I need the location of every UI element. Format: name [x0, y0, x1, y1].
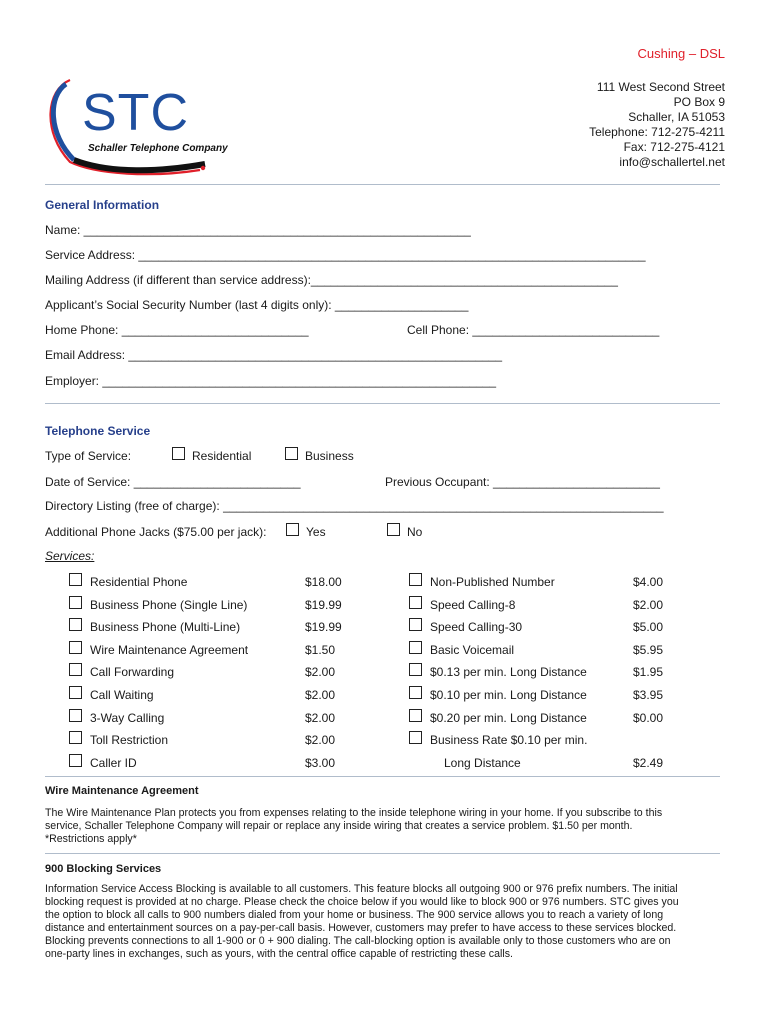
- jacks-no-label: No: [407, 525, 423, 539]
- service-checkbox[interactable]: [409, 709, 422, 722]
- service-name: $0.10 per min. Long Distance: [430, 688, 587, 702]
- residential-checkbox[interactable]: [172, 447, 185, 460]
- service-checkbox[interactable]: [69, 596, 82, 609]
- service-price: $0.00: [633, 711, 664, 725]
- email-link[interactable]: info@schallertel.net: [619, 155, 725, 169]
- company-address: [589, 80, 725, 170]
- service-name: $0.20 per min. Long Distance: [430, 711, 587, 725]
- fax-line: Fax: 712-275-4121: [623, 140, 725, 154]
- service-name: Caller ID: [90, 756, 137, 770]
- employer-field[interactable]: Employer: ___________________________________________________________: [45, 374, 497, 388]
- service-price: $1.95: [633, 665, 664, 679]
- divider: [45, 184, 720, 185]
- service-checkbox[interactable]: [69, 663, 82, 676]
- service-checkbox[interactable]: [69, 709, 82, 722]
- service-price: $2.00: [305, 733, 336, 747]
- service-checkbox[interactable]: [409, 573, 422, 586]
- service-checkbox[interactable]: [409, 641, 422, 654]
- service-name: Basic Voicemail: [430, 643, 515, 657]
- ssn-field[interactable]: Applicant’s Social Security Number (last 4 digits only): ____________________: [45, 298, 469, 312]
- document-title: Cushing – DSL: [637, 46, 725, 61]
- service-name: Speed Calling-30: [430, 620, 523, 634]
- service-checkbox[interactable]: [69, 641, 82, 654]
- service-checkbox[interactable]: [409, 596, 422, 609]
- service-name: Toll Restriction: [90, 733, 169, 747]
- paragraph-line: one-party lines in exchanges, such as yours, with the central office capable of restricting these calls.: [45, 948, 513, 960]
- service-checkbox[interactable]: [409, 663, 422, 676]
- service-name-continued: Long Distance: [444, 756, 521, 770]
- divider: [45, 853, 720, 854]
- paragraph-line: *Restrictions apply*: [45, 833, 137, 845]
- name-field[interactable]: Name: __________________________________________________________: [45, 223, 471, 237]
- logo-graphic: [40, 72, 250, 182]
- service-address-field[interactable]: Service Address: ____________________________________________________________________________: [45, 248, 646, 262]
- address-line: PO Box 9: [673, 95, 725, 109]
- paragraph-line: service, Schaller Telephone Company will repair or replace any inside wiring that creates a service problem. $1.50 per month.: [45, 820, 633, 832]
- service-checkbox[interactable]: [69, 618, 82, 631]
- telephone-service-heading: Telephone Service: [45, 424, 151, 438]
- service-name: Wire Maintenance Agreement: [90, 643, 249, 657]
- blocking-services-heading: 900 Blocking Services: [45, 863, 162, 875]
- business-label: Business: [305, 449, 354, 463]
- service-price: $4.00: [633, 575, 664, 589]
- address-line: 111 West Second Street: [596, 80, 725, 94]
- wire-maintenance-heading: Wire Maintenance Agreement: [45, 785, 199, 797]
- home-phone-field[interactable]: Home Phone: ____________________________: [45, 323, 309, 337]
- service-checkbox[interactable]: [409, 731, 422, 744]
- service-checkbox[interactable]: [409, 618, 422, 631]
- service-name: Non-Published Number: [430, 575, 555, 589]
- paragraph-line: Information Service Access Blocking is available to all customers. This feature blocks all outgoing 900 or 976 prefix numbers. The initial: [45, 883, 678, 895]
- service-price: $5.00: [633, 620, 664, 634]
- service-checkbox[interactable]: [69, 686, 82, 699]
- divider: [45, 403, 720, 404]
- service-name: Call Waiting: [90, 688, 154, 702]
- general-information-heading: General Information: [45, 198, 160, 212]
- service-price: $2.49: [633, 756, 664, 770]
- service-name: $0.13 per min. Long Distance: [430, 665, 587, 679]
- blocking-services-text: [45, 883, 725, 961]
- service-name: Call Forwarding: [90, 665, 175, 679]
- jacks-yes-label: Yes: [306, 525, 326, 539]
- logo-company-name: Schaller Telephone Company: [88, 143, 228, 154]
- paragraph-line: the option to block all calls to 900 numbers dialed from your home or business. The 900 service allows you to reach a variety of long: [45, 909, 664, 921]
- paragraph-line: blocking request is provided at no charge. Please check the choice below if you would like to block 900 or 976 numbers. STC gives you: [45, 896, 679, 908]
- divider: [45, 776, 720, 777]
- service-price: $2.00: [633, 598, 664, 612]
- service-name: Business Phone (Single Line): [90, 598, 248, 612]
- directory-listing-field[interactable]: Directory Listing (free of charge): __________________________________________________________________: [45, 499, 664, 513]
- telephone-line: Telephone: 712-275-4211: [589, 125, 725, 139]
- email-address-field[interactable]: Email Address: ________________________________________________________: [45, 348, 503, 362]
- service-price: $19.99: [305, 620, 342, 634]
- service-price: $3.00: [305, 756, 336, 770]
- service-name: 3-Way Calling: [90, 711, 165, 725]
- paragraph-line: distance and entertainment sources on a pay-per-call basis. However, customers may prefer to have access to these services blocked.: [45, 922, 677, 934]
- previous-occupant-field[interactable]: Previous Occupant: _________________________: [385, 475, 660, 489]
- service-price: $1.50: [305, 643, 336, 657]
- type-of-service-label: Type of Service:: [45, 449, 132, 463]
- business-checkbox[interactable]: [285, 447, 298, 460]
- date-of-service-field[interactable]: Date of Service: _________________________: [45, 475, 301, 489]
- service-price: $18.00: [305, 575, 342, 589]
- service-price: $5.95: [633, 643, 664, 657]
- service-price: $2.00: [305, 688, 336, 702]
- services-label: Services:: [45, 549, 95, 563]
- cell-phone-field[interactable]: Cell Phone: ____________________________: [407, 323, 660, 337]
- service-checkbox[interactable]: [69, 573, 82, 586]
- stc-logo: [40, 72, 250, 182]
- service-name: Business Phone (Multi-Line): [90, 620, 241, 634]
- paragraph-line: The Wire Maintenance Plan protects you from expenses relating to the inside telephone wiring in your home. If you subscribe to this: [45, 807, 663, 819]
- residential-label: Residential: [192, 449, 252, 463]
- service-checkbox[interactable]: [69, 754, 82, 767]
- wire-maintenance-text: [45, 807, 725, 846]
- phone-jacks-label: Additional Phone Jacks ($75.00 per jack):: [45, 525, 267, 539]
- service-price: $2.00: [305, 711, 336, 725]
- address-line: Schaller, IA 51053: [628, 110, 725, 124]
- mailing-address-field[interactable]: Mailing Address (if different than service address):______________________________________________: [45, 273, 618, 287]
- service-checkbox[interactable]: [409, 686, 422, 699]
- service-checkbox[interactable]: [69, 731, 82, 744]
- logo-initials: STC: [82, 84, 189, 142]
- service-price: $19.99: [305, 598, 342, 612]
- service-price: $2.00: [305, 665, 336, 679]
- service-price: $3.95: [633, 688, 664, 702]
- paragraph-line: Blocking prevents connections to all 1-900 or 0 + 900 dialing. The call-blocking option is available only to those customers who are on: [45, 935, 671, 947]
- jacks-yes-checkbox[interactable]: [286, 523, 299, 536]
- service-name: Residential Phone: [90, 575, 188, 589]
- service-name: Speed Calling-8: [430, 598, 516, 612]
- jacks-no-checkbox[interactable]: [387, 523, 400, 536]
- service-name: Business Rate $0.10 per min.: [430, 733, 588, 747]
